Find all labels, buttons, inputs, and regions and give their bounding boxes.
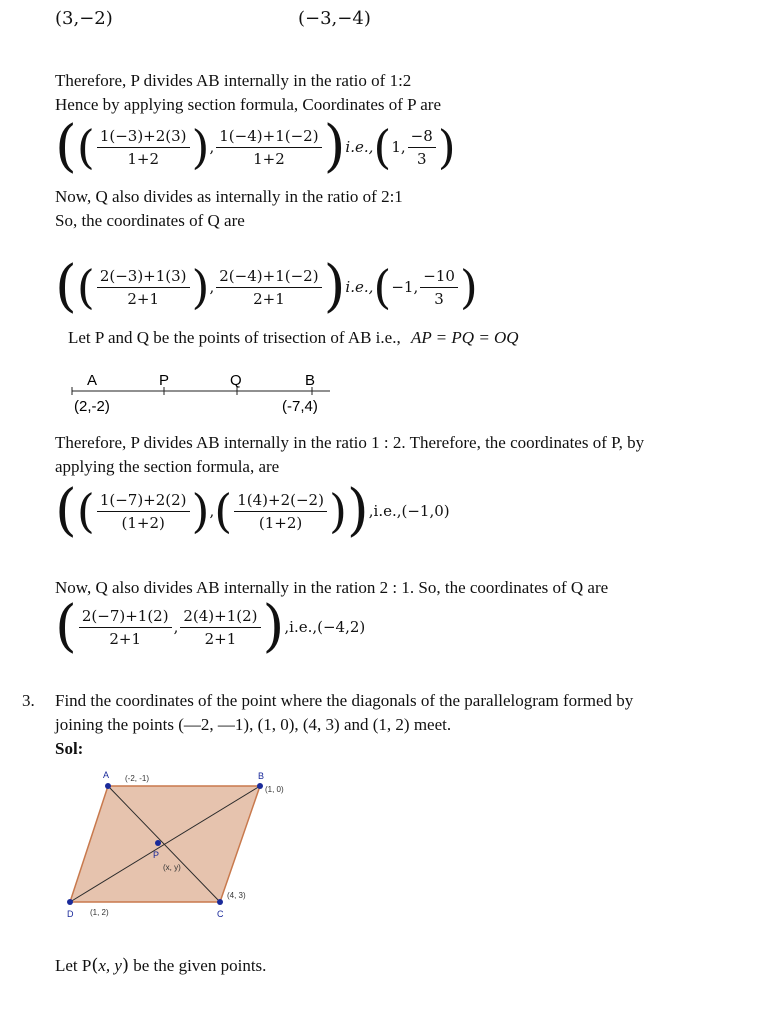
p1-ratio-line: Therefore, P divides AB internally in the ratio of 1:2 bbox=[55, 71, 412, 90]
label-p: P bbox=[159, 372, 170, 389]
pg-label-d: D bbox=[67, 909, 74, 919]
parallelogram-diagram bbox=[55, 768, 315, 928]
point-right: (−3,−4) bbox=[298, 8, 371, 29]
pg-label-c: C bbox=[217, 909, 224, 919]
p1-x-den: 1+2 bbox=[127, 149, 159, 168]
p2-y-den: (1+2) bbox=[258, 513, 303, 532]
question-line2: joining the points (—2, —1), (1, 0), (4, 3) and (1, 2) meet. bbox=[55, 715, 452, 734]
trisect-text: Let P and Q be the points of trisection of AB i.e., bbox=[68, 328, 401, 347]
p1-res-den: 3 bbox=[416, 149, 427, 168]
question-number: 3. bbox=[22, 691, 35, 710]
q1-formula: ( ( $\frac{2(-3)+1(3)}{2+1}$ ) , $\frac{2(-4)+1(-2)}{2+1}$ ) i.e., ( −1, $\frac{-10}{3}$ ) bbox=[55, 254, 478, 319]
p1-formula: ( ( $\frac{1(-3)+2(3)}{1+2}$ ) , $\frac{1(-4)+1(-2)}{1+2}$ ) i.e., ( 1, $\frac{-8}{3}$ ) bbox=[55, 114, 456, 179]
point-d bbox=[67, 899, 73, 905]
q1-x-den: 2+1 bbox=[127, 289, 159, 308]
point-p bbox=[155, 840, 161, 846]
label-q: Q bbox=[230, 372, 242, 389]
q2-x-num: 2(−7)+1(2) bbox=[79, 607, 172, 628]
q1-res-a: −1, bbox=[391, 278, 419, 296]
p2-y-num: 1(4)+2(−2) bbox=[234, 491, 327, 512]
p2-result: ,i.e.,(−1,0) bbox=[368, 502, 450, 520]
final-args: x, y bbox=[98, 956, 122, 975]
trisect-eq: AP = PQ = OQ bbox=[410, 328, 519, 347]
final-prefix: Let P bbox=[55, 956, 92, 975]
q2-formula: ( $\frac{2(-7)+1(2)}{2+1}$ , $\frac{2(4)+1(2)}{2+1}$ ) ,i.e.,(−4,2) bbox=[55, 594, 366, 659]
q2-x-den: 2+1 bbox=[109, 629, 142, 648]
p1-formula-line: Hence by applying section formula, Coordinates of P are bbox=[55, 95, 442, 114]
q1-res-den: 3 bbox=[434, 289, 444, 308]
q1-x-num: 2(−3)+1(3) bbox=[97, 267, 190, 288]
p1-res-num: −8 bbox=[408, 127, 436, 148]
pg-coord-p: (x, y) bbox=[163, 863, 181, 872]
q1-ie: i.e., bbox=[345, 278, 374, 296]
p1-ie: i.e., bbox=[345, 138, 374, 156]
p2-x-num: 1(−7)+2(2) bbox=[97, 491, 190, 512]
p2-text2: applying the section formula, are bbox=[55, 457, 280, 476]
point-c bbox=[217, 899, 223, 905]
q1-y-den: 2+1 bbox=[253, 289, 285, 308]
pg-coord-b: (1, 0) bbox=[265, 785, 284, 794]
final-line: Let P(x, y) be the given points. bbox=[55, 955, 267, 976]
pg-label-p: P bbox=[153, 850, 160, 860]
p2-formula: ( ( $\frac{1(-7)+2(2)}{(1+2)}$ ) , ( $\frac{1(4)+2(-2)}{(1+2)}$ ) ) ,i.e.,(−1,0) bbox=[55, 478, 450, 543]
coord-b: (-7,4) bbox=[282, 398, 318, 415]
q2-y-num: 2(4)+1(2) bbox=[180, 607, 260, 628]
label-b: B bbox=[305, 372, 316, 389]
q1-ratio-line: Now, Q also divides as internally in the ratio of 2:1 bbox=[55, 187, 403, 206]
pg-coord-c: (4, 3) bbox=[227, 891, 246, 900]
q1-res-num: −10 bbox=[420, 267, 458, 288]
point-b bbox=[257, 783, 263, 789]
p2-text1: Therefore, P divides AB internally in the ratio 1 : 2. Therefore, the coordinates of P, by bbox=[55, 433, 645, 452]
p1-res-a: 1, bbox=[391, 138, 406, 156]
trisection-line-diagram bbox=[60, 368, 360, 420]
p1-y-num: 1(−4)+1(−2) bbox=[216, 127, 321, 148]
label-a: A bbox=[87, 372, 98, 389]
trisect-line bbox=[68, 327, 519, 349]
p2-x-den: (1+2) bbox=[121, 513, 165, 532]
q2-result: ,i.e.,(−4,2) bbox=[284, 618, 366, 636]
q1-y-num: 2(−4)+1(−2) bbox=[216, 267, 321, 288]
p1-x-num: 1(−3)+2(3) bbox=[97, 127, 190, 148]
q2-y-den: 2+1 bbox=[204, 629, 237, 648]
p1-y-den: 1+2 bbox=[253, 149, 285, 168]
pg-label-b: B bbox=[258, 771, 265, 781]
q1-coords-line: So, the coordinates of Q are bbox=[55, 211, 245, 230]
pg-coord-a: (-2, -1) bbox=[125, 774, 149, 783]
q2-text: Now, Q also divides AB internally in the ration 2 : 1. So, the coordinates of Q are bbox=[55, 578, 609, 597]
sol-label: Sol: bbox=[55, 739, 84, 758]
pg-label-a: A bbox=[103, 770, 110, 780]
coord-a: (2,-2) bbox=[74, 398, 110, 415]
point-a bbox=[105, 783, 111, 789]
final-suffix: be the given points. bbox=[133, 956, 267, 975]
point-left: (3,−2) bbox=[55, 8, 113, 29]
pg-coord-d: (1, 2) bbox=[90, 908, 109, 917]
question-line1: Find the coordinates of the point where the diagonals of the parallelogram formed by bbox=[55, 691, 634, 710]
